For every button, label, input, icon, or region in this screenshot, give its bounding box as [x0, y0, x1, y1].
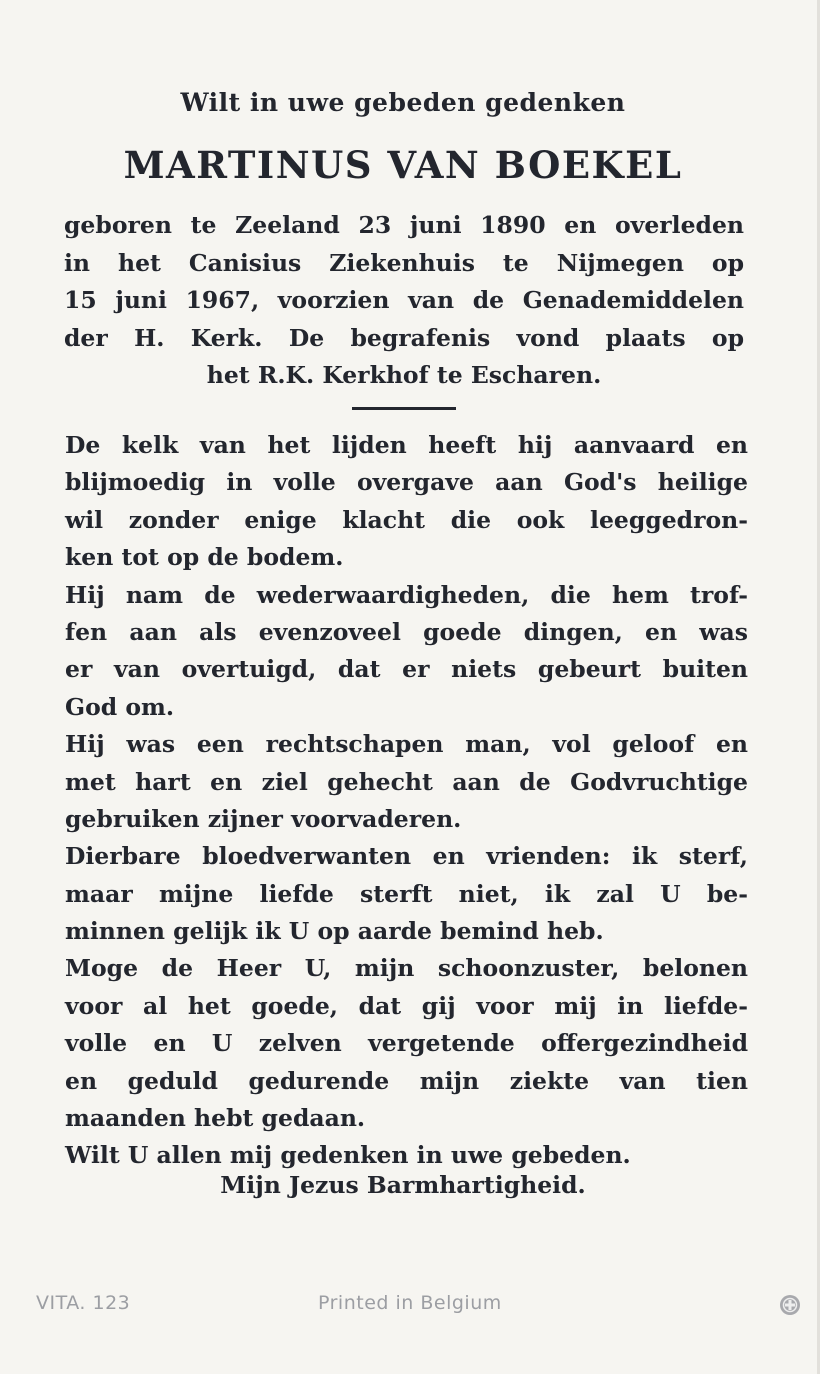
- text-line: minnen gelijk ik U op aarde bemind heb.: [65, 917, 604, 946]
- text-line: Hij nam de wederwaardigheden, die hem trof-: [65, 580, 748, 609]
- bio-line: in het Canisius Ziekenhuis te Nijmegen op: [64, 248, 744, 277]
- printed-in-label: Printed in Belgium: [318, 1292, 502, 1314]
- closing-prayer: Mijn Jezus Barmhartigheid.: [220, 1171, 586, 1199]
- divider: [352, 407, 456, 410]
- bio-line: geboren te Zeeland 23 juni 1890 en overleden: [64, 211, 744, 239]
- intro-heading: Wilt in uwe gebeden gedenken: [180, 88, 626, 117]
- printer-seal-icon: [779, 1294, 801, 1316]
- text-line: volle en U zelven vergetende offergezindheid: [65, 1029, 748, 1058]
- card-code: VITA. 123: [36, 1292, 131, 1314]
- text-line: er van overtuigd, dat er niets gebeurt buiten: [65, 655, 748, 684]
- text-line: fen aan als evenzoveel goede dingen, en was: [65, 617, 748, 646]
- text-line: De kelk van het lijden heeft hij aanvaard en: [65, 431, 748, 459]
- text-line: en geduld gedurende mijn ziekte van tien: [65, 1066, 748, 1095]
- text-line: maanden hebt gedaan.: [65, 1104, 366, 1133]
- bio-line: der H. Kerk. De begrafenis vond plaats op: [64, 323, 744, 352]
- text-line: voor al het goede, dat gij voor mij in liefde-: [65, 991, 748, 1020]
- deceased-name: MARTINUS VAN BOEKEL: [123, 143, 683, 187]
- biography-paragraph: [64, 207, 744, 395]
- text-line: wil zonder enige klacht die ook leeggedron-: [65, 505, 748, 534]
- text-line: gebruiken zijner voorvaderen.: [65, 804, 462, 833]
- text-line: Moge de Heer U, mijn schoonzuster, belonen: [65, 954, 748, 983]
- text-line: Hij was een rechtschapen man, vol geloof en: [65, 730, 748, 759]
- bio-line: het R.K. Kerkhof te Escharen.: [206, 361, 602, 389]
- text-line: maar mijne liefde sterft niet, ik zal U be-: [65, 879, 748, 908]
- text-line: Wilt U allen mij gedenken in uwe gebeden.: [65, 1141, 631, 1170]
- memorial-text: [65, 427, 748, 1175]
- text-line: God om.: [65, 692, 175, 721]
- text-line: Dierbare bloedverwanten en vrienden: ik sterf,: [65, 842, 748, 871]
- text-line: blijmoedig in volle overgave aan God's heilige: [65, 468, 748, 497]
- text-line: ken tot op de bodem.: [65, 543, 344, 572]
- bio-line: 15 juni 1967, voorzien van de Genademiddelen: [64, 286, 744, 314]
- text-line: met hart en ziel gehecht aan de Godvruchtige: [65, 767, 748, 796]
